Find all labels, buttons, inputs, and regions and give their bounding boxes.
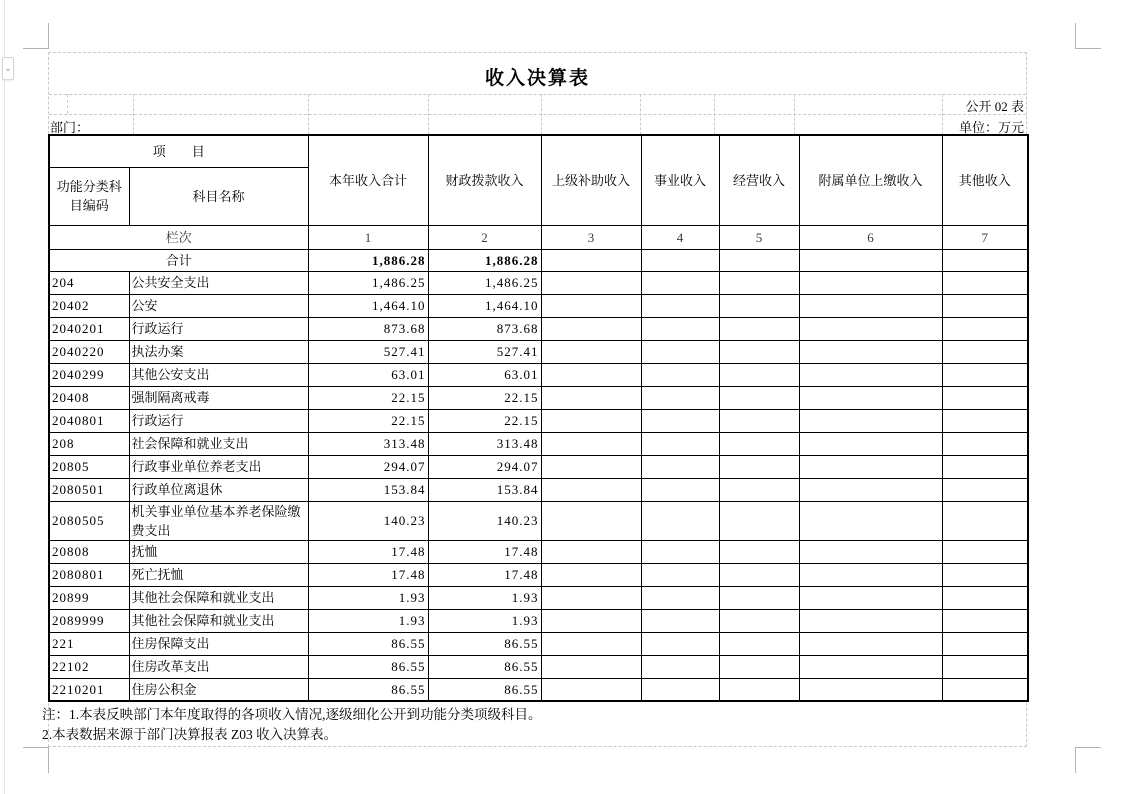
department-label: 部门： xyxy=(50,120,90,135)
row-value xyxy=(641,432,719,455)
row-code: 221 xyxy=(49,632,129,655)
row-value xyxy=(799,540,942,563)
row-value: 1,464.10 xyxy=(308,294,428,317)
row-value xyxy=(541,271,641,294)
table-row xyxy=(49,340,1028,363)
table-row xyxy=(49,678,1028,701)
row-value xyxy=(799,586,942,609)
grid-line xyxy=(794,94,795,135)
row-name: 住房公积金 xyxy=(129,678,308,701)
row-value: 63.01 xyxy=(428,363,541,386)
header-function-code: 功能分类科目编码 xyxy=(49,167,129,225)
total-value-1: 1,886.28 xyxy=(308,249,428,271)
page-edge-line xyxy=(4,0,5,794)
column-header-1: 本年收入合计 xyxy=(308,135,428,225)
row-value xyxy=(719,363,799,386)
row-name: 抚恤 xyxy=(129,540,308,563)
row-value: 140.23 xyxy=(428,501,541,540)
row-code: 2080505 xyxy=(49,501,129,540)
crop-mark-top-left xyxy=(48,23,49,49)
row-value xyxy=(641,271,719,294)
note-line: 2.本表数据来源于部门决算报表 Z03 收入决算表。 xyxy=(42,727,338,742)
row-name: 行政单位离退休 xyxy=(129,478,308,501)
row-value xyxy=(942,609,1028,632)
row-value xyxy=(641,409,719,432)
row-value xyxy=(799,409,942,432)
colindex-value-4: 4 xyxy=(641,225,719,249)
grid-line xyxy=(67,94,68,114)
total-value-4 xyxy=(641,249,719,271)
row-value: 22.15 xyxy=(428,386,541,409)
table-row xyxy=(49,609,1028,632)
table-notes xyxy=(42,705,1042,745)
row-value xyxy=(942,363,1028,386)
row-value xyxy=(799,501,942,540)
row-name: 住房保障支出 xyxy=(129,632,308,655)
row-code: 2089999 xyxy=(49,609,129,632)
crop-mark-top-right xyxy=(1075,23,1076,49)
row-value xyxy=(641,386,719,409)
row-value: 1.93 xyxy=(308,609,428,632)
total-value-2: 1,886.28 xyxy=(428,249,541,271)
table-row xyxy=(49,363,1028,386)
row-value: 86.55 xyxy=(428,632,541,655)
row-value xyxy=(719,409,799,432)
table-row xyxy=(49,386,1028,409)
row-name: 机关事业单位基本养老保险缴费支出 xyxy=(129,501,308,540)
row-value xyxy=(719,432,799,455)
table-row xyxy=(49,271,1028,294)
row-value xyxy=(942,432,1028,455)
row-value xyxy=(942,478,1028,501)
row-value: 1.93 xyxy=(308,586,428,609)
income-table xyxy=(48,134,1029,702)
row-name: 其他公安支出 xyxy=(129,363,308,386)
row-value: 1,486.25 xyxy=(428,271,541,294)
row-value xyxy=(641,609,719,632)
crop-mark-bottom-right xyxy=(1075,747,1101,748)
row-value: 1.93 xyxy=(428,609,541,632)
row-value: 17.48 xyxy=(428,563,541,586)
table-row xyxy=(49,432,1028,455)
row-value: 873.68 xyxy=(308,317,428,340)
title-grid xyxy=(48,52,1027,134)
row-value: 86.55 xyxy=(308,678,428,701)
table-row xyxy=(49,655,1028,678)
column-header-4: 事业收入 xyxy=(641,135,719,225)
row-value xyxy=(719,540,799,563)
collapse-button[interactable] xyxy=(2,57,14,80)
row-code: 20408 xyxy=(49,386,129,409)
row-value xyxy=(641,455,719,478)
row-name: 强制隔离戒毒 xyxy=(129,386,308,409)
row-value xyxy=(541,609,641,632)
row-value xyxy=(541,409,641,432)
row-value xyxy=(799,386,942,409)
row-value xyxy=(541,455,641,478)
row-value: 294.07 xyxy=(308,455,428,478)
grid-line xyxy=(133,94,134,135)
row-name: 行政事业单位养老支出 xyxy=(129,455,308,478)
row-value xyxy=(942,655,1028,678)
row-value xyxy=(799,317,942,340)
row-value xyxy=(719,586,799,609)
row-value xyxy=(942,563,1028,586)
row-value xyxy=(799,432,942,455)
total-value-7 xyxy=(942,249,1028,271)
row-value xyxy=(799,294,942,317)
column-header-6: 附属单位上缴收入 xyxy=(799,135,942,225)
row-value xyxy=(942,678,1028,701)
row-name: 公安 xyxy=(129,294,308,317)
row-value xyxy=(541,294,641,317)
row-value: 527.41 xyxy=(428,340,541,363)
row-value: 527.41 xyxy=(308,340,428,363)
crop-mark-top-right xyxy=(1075,48,1101,49)
grid-line xyxy=(714,94,715,135)
row-value xyxy=(641,540,719,563)
row-value: 17.48 xyxy=(308,540,428,563)
row-value xyxy=(541,563,641,586)
total-value-6 xyxy=(799,249,942,271)
row-value xyxy=(942,317,1028,340)
crop-mark-bottom-left xyxy=(48,747,49,773)
income-table-wrap xyxy=(48,134,1029,702)
row-value: 86.55 xyxy=(308,655,428,678)
row-value xyxy=(799,363,942,386)
row-value xyxy=(641,317,719,340)
row-value xyxy=(942,271,1028,294)
row-code: 22102 xyxy=(49,655,129,678)
row-value xyxy=(541,678,641,701)
crop-mark-top-left xyxy=(23,48,49,49)
row-code: 2040299 xyxy=(49,363,129,386)
colindex-value-2: 2 xyxy=(428,225,541,249)
row-code: 2040220 xyxy=(49,340,129,363)
table-row xyxy=(49,294,1028,317)
row-value xyxy=(719,455,799,478)
row-name: 行政运行 xyxy=(129,409,308,432)
row-code: 20805 xyxy=(49,455,129,478)
row-value xyxy=(719,678,799,701)
row-code: 2080501 xyxy=(49,478,129,501)
row-value xyxy=(641,363,719,386)
row-value: 140.23 xyxy=(308,501,428,540)
row-value xyxy=(541,501,641,540)
header-subject-name: 科目名称 xyxy=(129,167,308,225)
row-value: 63.01 xyxy=(308,363,428,386)
row-value xyxy=(719,386,799,409)
row-value: 22.15 xyxy=(308,409,428,432)
row-value xyxy=(719,632,799,655)
row-value: 22.15 xyxy=(308,386,428,409)
grid-line xyxy=(428,94,429,135)
row-value xyxy=(719,478,799,501)
row-value xyxy=(942,501,1028,540)
row-value xyxy=(719,563,799,586)
row-name: 其他社会保障和就业支出 xyxy=(129,609,308,632)
total-value-3 xyxy=(541,249,641,271)
row-value xyxy=(541,586,641,609)
row-value xyxy=(799,271,942,294)
grid-line xyxy=(49,94,1026,95)
row-value xyxy=(641,632,719,655)
row-value xyxy=(719,501,799,540)
row-value xyxy=(799,340,942,363)
row-value xyxy=(541,432,641,455)
grid-line xyxy=(942,94,943,135)
row-value xyxy=(942,294,1028,317)
table-row xyxy=(49,455,1028,478)
row-value xyxy=(541,386,641,409)
table-row xyxy=(49,478,1028,501)
row-value: 873.68 xyxy=(428,317,541,340)
chevron-down-icon: ⌄ xyxy=(4,63,12,73)
column-header-5: 经营收入 xyxy=(719,135,799,225)
row-value xyxy=(641,478,719,501)
row-value xyxy=(799,655,942,678)
table-row xyxy=(49,501,1028,540)
row-value xyxy=(719,655,799,678)
row-value xyxy=(942,455,1028,478)
row-value xyxy=(942,540,1028,563)
row-value xyxy=(541,632,641,655)
row-value: 17.48 xyxy=(428,540,541,563)
crop-mark-bottom-right xyxy=(1075,747,1076,773)
row-value xyxy=(719,271,799,294)
row-value xyxy=(799,609,942,632)
total-label: 合计 xyxy=(49,249,308,271)
row-value xyxy=(541,655,641,678)
row-value: 86.55 xyxy=(428,655,541,678)
row-value: 86.55 xyxy=(308,632,428,655)
colindex-value-3: 3 xyxy=(541,225,641,249)
grid-line xyxy=(541,94,542,135)
total-value-5 xyxy=(719,249,799,271)
row-name: 执法办案 xyxy=(129,340,308,363)
grid-line xyxy=(308,94,309,135)
colindex-label: 栏次 xyxy=(49,225,308,249)
table-row xyxy=(49,317,1028,340)
row-value: 1,464.10 xyxy=(428,294,541,317)
row-value xyxy=(942,340,1028,363)
row-value xyxy=(719,340,799,363)
page-title: 收入决算表 xyxy=(484,68,590,89)
row-code: 20808 xyxy=(49,540,129,563)
row-value: 153.84 xyxy=(308,478,428,501)
row-code: 2040201 xyxy=(49,317,129,340)
row-name: 住房改革支出 xyxy=(129,655,308,678)
row-value xyxy=(641,655,719,678)
table-row xyxy=(49,409,1028,432)
row-code: 2040801 xyxy=(49,409,129,432)
row-value: 294.07 xyxy=(428,455,541,478)
table-row xyxy=(49,586,1028,609)
row-value: 22.15 xyxy=(428,409,541,432)
colindex-value-6: 6 xyxy=(799,225,942,249)
row-value: 153.84 xyxy=(428,478,541,501)
row-value xyxy=(719,294,799,317)
row-value xyxy=(799,478,942,501)
grid-line xyxy=(640,94,641,135)
row-value xyxy=(541,340,641,363)
colindex-value-7: 7 xyxy=(942,225,1028,249)
row-value xyxy=(641,501,719,540)
row-value: 313.48 xyxy=(308,432,428,455)
row-name: 公共安全支出 xyxy=(129,271,308,294)
row-value xyxy=(541,317,641,340)
note-line: 注：1.本表反映部门本年度取得的各项收入情况,逐级细化公开到功能分类项级科目。 xyxy=(42,707,542,722)
row-value: 313.48 xyxy=(428,432,541,455)
row-value xyxy=(541,363,641,386)
row-name: 死亡抚恤 xyxy=(129,563,308,586)
row-value xyxy=(641,563,719,586)
column-header-7: 其他收入 xyxy=(942,135,1028,225)
row-value xyxy=(719,317,799,340)
row-code: 208 xyxy=(49,432,129,455)
row-value: 17.48 xyxy=(308,563,428,586)
row-value: 86.55 xyxy=(428,678,541,701)
row-value: 1,486.25 xyxy=(308,271,428,294)
row-name: 行政运行 xyxy=(129,317,308,340)
row-code: 20899 xyxy=(49,586,129,609)
row-value xyxy=(799,455,942,478)
row-value xyxy=(942,586,1028,609)
row-code: 20402 xyxy=(49,294,129,317)
row-value xyxy=(799,563,942,586)
row-value: 1.93 xyxy=(428,586,541,609)
row-value xyxy=(641,678,719,701)
unit-label: 单位：万元 xyxy=(958,120,1024,135)
column-header-3: 上级补助收入 xyxy=(541,135,641,225)
form-code: 公开 02 表 xyxy=(965,99,1024,114)
colindex-value-1: 1 xyxy=(308,225,428,249)
row-code: 2210201 xyxy=(49,678,129,701)
row-value xyxy=(641,340,719,363)
row-value xyxy=(641,294,719,317)
row-value xyxy=(641,586,719,609)
table-row xyxy=(49,632,1028,655)
row-value xyxy=(942,409,1028,432)
row-value xyxy=(942,386,1028,409)
table-row xyxy=(49,540,1028,563)
header-item: 项 目 xyxy=(49,135,308,167)
crop-mark-bottom-left xyxy=(23,747,49,748)
row-code: 204 xyxy=(49,271,129,294)
row-value xyxy=(799,678,942,701)
table-row xyxy=(49,563,1028,586)
row-value xyxy=(541,478,641,501)
row-value xyxy=(799,632,942,655)
row-name: 社会保障和就业支出 xyxy=(129,432,308,455)
grid-line xyxy=(49,114,1026,115)
row-value xyxy=(541,540,641,563)
row-value xyxy=(942,632,1028,655)
colindex-value-5: 5 xyxy=(719,225,799,249)
row-name: 其他社会保障和就业支出 xyxy=(129,586,308,609)
row-value xyxy=(719,609,799,632)
row-code: 2080801 xyxy=(49,563,129,586)
column-header-2: 财政拨款收入 xyxy=(428,135,541,225)
